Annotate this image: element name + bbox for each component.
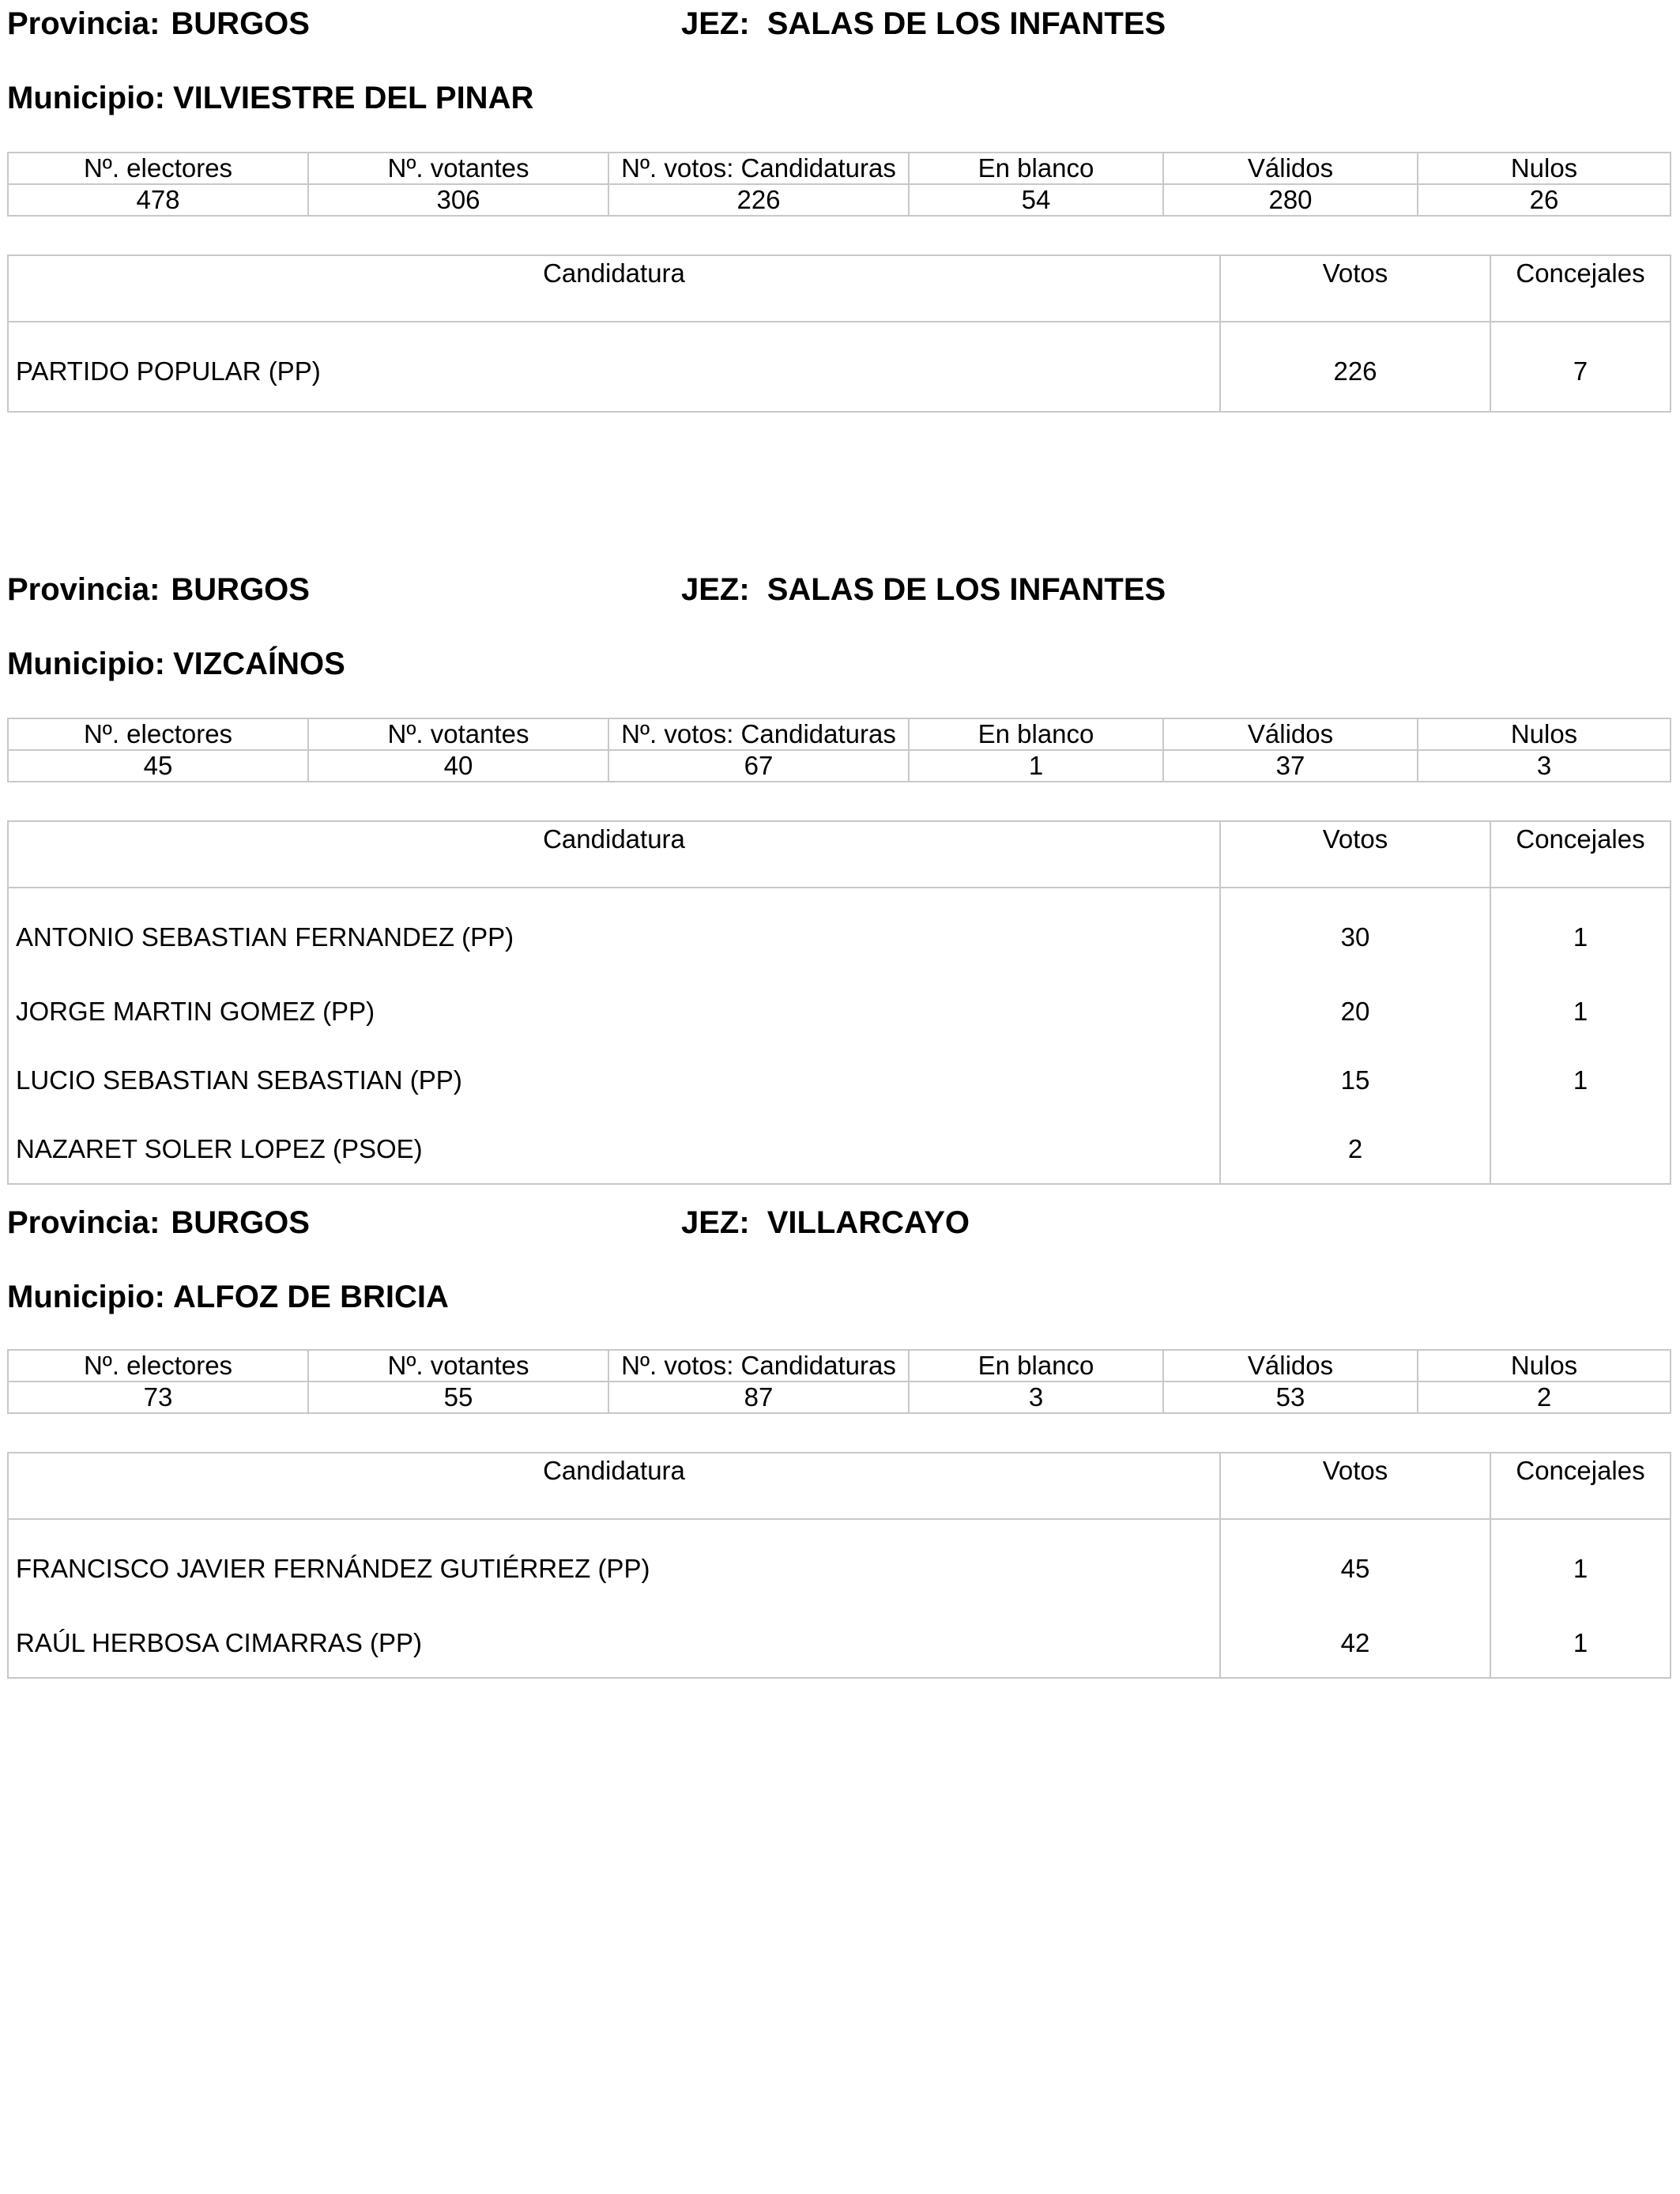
provincia-line [7, 5, 310, 43]
stats-header-blanco: En blanco [909, 1350, 1163, 1382]
candidate-concejales: 7 [1490, 322, 1671, 412]
stats-value-candidaturas: 87 [608, 1382, 909, 1413]
stats-header-votantes: Nº. votantes [308, 718, 608, 750]
stats-header-nulos: Nulos [1418, 1350, 1671, 1382]
provincia-label: Provincia: [7, 1205, 160, 1240]
stats-value-validos: 280 [1163, 184, 1418, 216]
provincia-line [7, 571, 310, 609]
candidate-votos: 2 [1220, 1114, 1490, 1184]
candidate-name: FRANCISCO JAVIER FERNÁNDEZ GUTIÉRREZ (PP) [8, 1519, 1220, 1608]
municipio-label: Municipio: [7, 647, 165, 681]
candidate-name: LUCIO SEBASTIAN SEBASTIAN (PP) [8, 1046, 1220, 1114]
stats-value-blanco: 1 [909, 750, 1163, 782]
municipio-label: Municipio: [7, 81, 165, 115]
stats-header-blanco: En blanco [909, 153, 1163, 184]
candidate-votos: 30 [1220, 888, 1490, 977]
stats-value-votantes: 55 [308, 1382, 608, 1413]
header-concejales: Concejales [1490, 821, 1671, 888]
candidate-concejales: 1 [1490, 1608, 1671, 1678]
candidate-concejales: 1 [1490, 977, 1671, 1046]
candidate-name: NAZARET SOLER LOPEZ (PSOE) [8, 1114, 1220, 1184]
stats-header-row [8, 153, 1671, 184]
stats-header-candidaturas: Nº. votos: Candidaturas [608, 1350, 909, 1382]
jez-label: JEZ: [681, 1205, 750, 1240]
stats-value-blanco: 54 [909, 184, 1163, 216]
jez-value: VILLARCAYO [767, 1205, 970, 1240]
candidates-table [7, 254, 1671, 413]
stats-table [7, 1349, 1671, 1414]
provincia-value: BURGOS [171, 6, 310, 41]
candidate-concejales: 1 [1490, 1519, 1671, 1608]
header-candidatura: Candidatura [8, 1453, 1220, 1519]
candidate-concejales: 1 [1490, 888, 1671, 977]
header-votos: Votos [1220, 821, 1490, 888]
candidate-concejales: 1 [1490, 1046, 1671, 1114]
header-concejales: Concejales [1490, 255, 1671, 322]
header-votos: Votos [1220, 1453, 1490, 1519]
municipio-value: VILVIESTRE DEL PINAR [172, 81, 534, 115]
stats-value-electores: 478 [8, 184, 308, 216]
stats-header-nulos: Nulos [1418, 718, 1671, 750]
stats-value-validos: 53 [1163, 1382, 1418, 1413]
stats-value-electores: 45 [8, 750, 308, 782]
stats-header-blanco: En blanco [909, 718, 1163, 750]
jez-line [681, 1204, 970, 1242]
candidates-table [7, 1452, 1671, 1679]
stats-header-electores: Nº. electores [8, 1350, 308, 1382]
jez-label: JEZ: [681, 6, 750, 41]
candidate-row [8, 322, 1671, 412]
stats-value-electores: 73 [8, 1382, 308, 1413]
candidates-header-row [8, 255, 1671, 322]
stats-header-votantes: Nº. votantes [308, 153, 608, 184]
jez-value: SALAS DE LOS INFANTES [767, 6, 1166, 41]
candidate-name: JORGE MARTIN GOMEZ (PP) [8, 977, 1220, 1046]
stats-header-row [8, 718, 1671, 750]
jez-line [681, 571, 1166, 609]
candidate-row [8, 977, 1671, 1046]
municipio-line [7, 645, 345, 683]
provincia-value: BURGOS [171, 572, 310, 607]
municipio-line [7, 1278, 449, 1316]
provincia-value: BURGOS [171, 1205, 310, 1240]
candidate-votos: 42 [1220, 1608, 1490, 1678]
stats-header-validos: Válidos [1163, 1350, 1418, 1382]
stats-value-blanco: 3 [909, 1382, 1163, 1413]
stats-value-nulos: 3 [1418, 750, 1671, 782]
stats-value-nulos: 2 [1418, 1382, 1671, 1413]
provincia-label: Provincia: [7, 6, 160, 41]
stats-value-row [8, 1382, 1671, 1413]
municipio-value: VIZCAÍNOS [172, 647, 345, 681]
candidate-votos: 226 [1220, 322, 1490, 412]
candidate-concejales [1490, 1114, 1671, 1184]
stats-header-validos: Válidos [1163, 718, 1418, 750]
stats-header-row [8, 1350, 1671, 1382]
header-candidatura: Candidatura [8, 255, 1220, 322]
candidate-votos: 15 [1220, 1046, 1490, 1114]
candidate-name: PARTIDO POPULAR (PP) [8, 322, 1220, 412]
stats-value-validos: 37 [1163, 750, 1418, 782]
stats-header-nulos: Nulos [1418, 153, 1671, 184]
stats-header-electores: Nº. electores [8, 153, 308, 184]
candidate-votos: 45 [1220, 1519, 1490, 1608]
candidate-row [8, 888, 1671, 977]
jez-line [681, 5, 1166, 43]
jez-value: SALAS DE LOS INFANTES [767, 572, 1166, 607]
stats-value-row [8, 750, 1671, 782]
stats-value-row [8, 184, 1671, 216]
stats-header-votantes: Nº. votantes [308, 1350, 608, 1382]
candidates-header-row [8, 1453, 1671, 1519]
candidate-row [8, 1519, 1671, 1608]
stats-header-validos: Válidos [1163, 153, 1418, 184]
candidate-row [8, 1046, 1671, 1114]
stats-value-votantes: 40 [308, 750, 608, 782]
municipio-line [7, 79, 533, 117]
stats-value-candidaturas: 226 [608, 184, 909, 216]
stats-table [7, 718, 1671, 782]
stats-value-candidaturas: 67 [608, 750, 909, 782]
stats-header-electores: Nº. electores [8, 718, 308, 750]
candidate-name: RAÚL HERBOSA CIMARRAS (PP) [8, 1608, 1220, 1678]
provincia-label: Provincia: [7, 572, 160, 607]
candidates-table [7, 820, 1671, 1185]
candidates-header-row [8, 821, 1671, 888]
header-votos: Votos [1220, 255, 1490, 322]
candidate-name: ANTONIO SEBASTIAN FERNANDEZ (PP) [8, 888, 1220, 977]
stats-header-candidaturas: Nº. votos: Candidaturas [608, 153, 909, 184]
candidate-votos: 20 [1220, 977, 1490, 1046]
candidate-row [8, 1114, 1671, 1184]
stats-header-candidaturas: Nº. votos: Candidaturas [608, 718, 909, 750]
municipio-label: Municipio: [7, 1280, 165, 1314]
stats-value-nulos: 26 [1418, 184, 1671, 216]
stats-value-votantes: 306 [308, 184, 608, 216]
header-candidatura: Candidatura [8, 821, 1220, 888]
header-concejales: Concejales [1490, 1453, 1671, 1519]
stats-table [7, 152, 1671, 217]
candidate-row [8, 1608, 1671, 1678]
municipio-value: ALFOZ DE BRICIA [172, 1280, 449, 1314]
jez-label: JEZ: [681, 572, 750, 607]
provincia-line [7, 1204, 310, 1242]
